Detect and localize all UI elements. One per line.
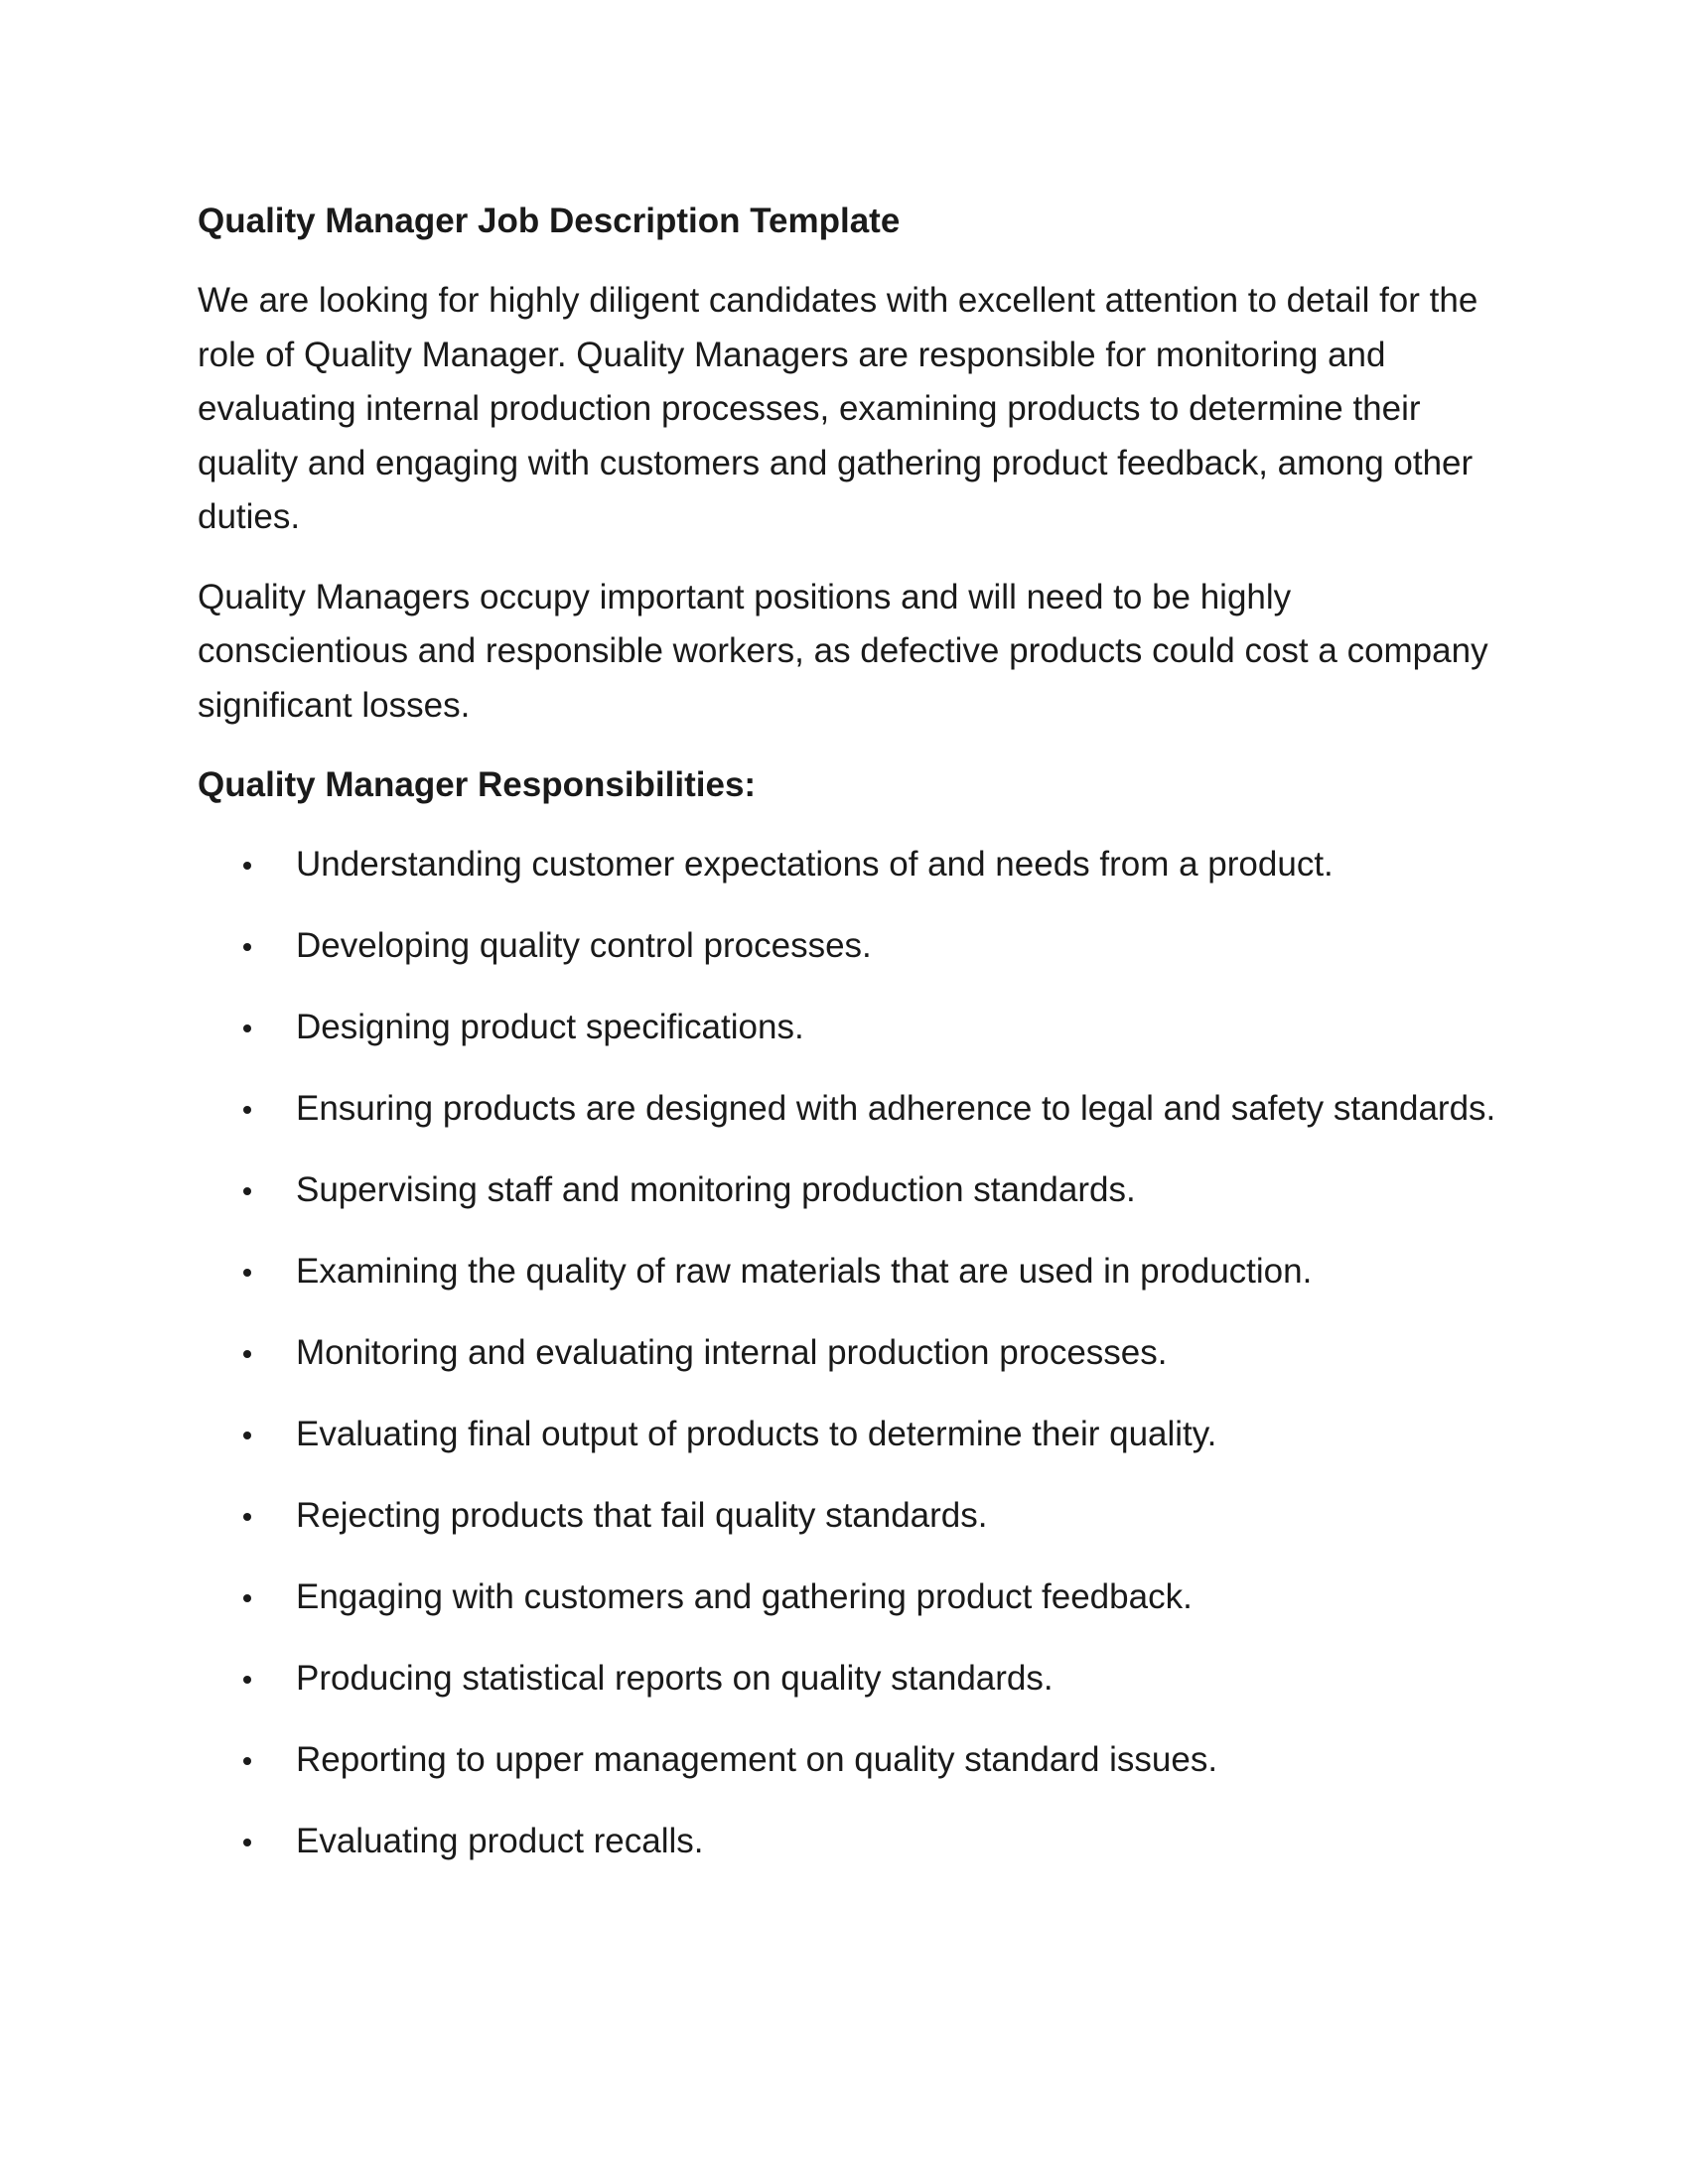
list-item-text: Reporting to upper management on quality standard issues.: [296, 1740, 1218, 1779]
bullet-icon: [243, 1513, 251, 1521]
list-item-text: Engaging with customers and gathering product feedback.: [296, 1577, 1193, 1616]
list-item: [198, 919, 1508, 974]
bullet-icon: [243, 1839, 251, 1846]
document-title: Quality Manager Job Description Template: [198, 202, 901, 240]
responsibilities-list: [198, 838, 1508, 1869]
list-item: [198, 1245, 1508, 1299]
list-item-text: Producing statistical reports on quality standards.: [296, 1659, 1054, 1698]
list-item: [198, 1489, 1508, 1544]
list-item: [198, 1652, 1508, 1706]
bullet-icon: [243, 1676, 251, 1684]
list-item: [198, 838, 1508, 892]
list-item: [198, 1570, 1508, 1625]
bullet-icon: [243, 943, 251, 951]
list-item-text: Evaluating final output of products to determine their quality.: [296, 1415, 1217, 1453]
list-item: [198, 1815, 1508, 1869]
list-item: [198, 1001, 1508, 1055]
list-item: [198, 1082, 1508, 1137]
bullet-icon: [243, 1757, 251, 1765]
intro-paragraph: We are looking for highly diligent candidates with excellent attention to detail for the role of Quality Manager. Quality Managers are responsible for monitoring and evaluating internal production processes, examining products to determine their quality and engaging with customers and gathering product feedback, among other duties.: [198, 281, 1478, 536]
bullet-icon: [243, 1024, 251, 1032]
list-item-text: Monitoring and evaluating internal production processes.: [296, 1333, 1168, 1372]
bullet-icon: [243, 1594, 251, 1602]
document-page: [198, 195, 1508, 1896]
bullet-icon: [243, 1106, 251, 1114]
list-item: [198, 1733, 1508, 1788]
list-item-text: Developing quality control processes.: [296, 926, 872, 965]
bullet-icon: [243, 1350, 251, 1358]
list-item-text: Evaluating product recalls.: [296, 1822, 704, 1860]
importance-paragraph: Quality Managers occupy important positions and will need to be highly conscientious and responsible workers, as defective products could cost a company significant losses.: [198, 577, 1488, 725]
list-item-text: Supervising staff and monitoring production standards.: [296, 1170, 1136, 1209]
list-item-text: Examining the quality of raw materials that are used in production.: [296, 1252, 1313, 1291]
responsibilities-heading: Quality Manager Responsibilities:: [198, 765, 757, 804]
list-item: [198, 1163, 1508, 1218]
list-item-text: Rejecting products that fail quality standards.: [296, 1496, 988, 1535]
bullet-icon: [243, 1432, 251, 1439]
list-item-text: Ensuring products are designed with adherence to legal and safety standards.: [296, 1089, 1496, 1128]
list-item: [198, 1408, 1508, 1462]
bullet-icon: [243, 1187, 251, 1195]
bullet-icon: [243, 1269, 251, 1277]
list-item: [198, 1326, 1508, 1381]
list-item-text: Designing product specifications.: [296, 1008, 804, 1046]
list-item-text: Understanding customer expectations of and needs from a product.: [296, 845, 1334, 884]
bullet-icon: [243, 862, 251, 870]
